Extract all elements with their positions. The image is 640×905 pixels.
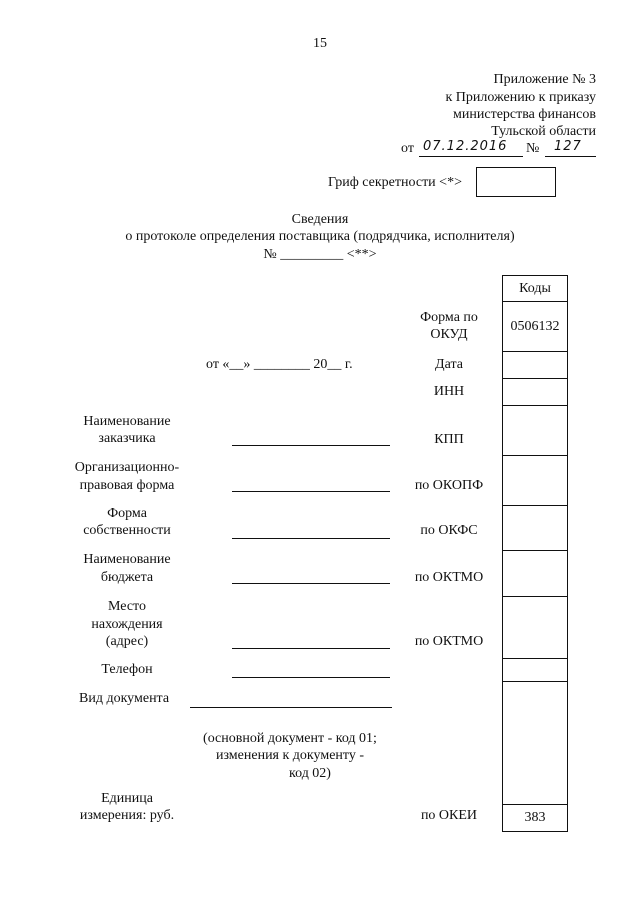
- doc-type-label: Вид документа: [79, 691, 170, 706]
- kpp-label: КПП: [434, 432, 464, 447]
- okei-code-cell: 383: [502, 805, 568, 832]
- customer-label-1: Наименование: [83, 414, 171, 429]
- okud-label-2: ОКУД: [430, 327, 468, 342]
- inn-label: ИНН: [433, 384, 465, 399]
- appendix-number-value: 127: [554, 139, 582, 154]
- doc-note-2: изменения к документу -: [215, 748, 365, 763]
- customer-label-2: заказчика: [98, 431, 156, 446]
- address-label-2: нахождения: [91, 617, 163, 632]
- okud-label-1: Форма по: [420, 310, 478, 325]
- oktmo-label-2: по ОКТМО: [414, 634, 484, 649]
- doc-type-line: [190, 707, 392, 708]
- appendix-date-value: 07.12.2016: [423, 139, 508, 154]
- appendix-line-1: Приложение № 3: [493, 72, 596, 87]
- okfs-code-cell: [502, 506, 568, 551]
- budget-label-1: Наименование: [83, 552, 171, 567]
- title-line-1: Сведения: [291, 212, 349, 227]
- appendix-number-prefix: №: [526, 141, 540, 156]
- codes-table: [502, 275, 568, 832]
- phone-label: Телефон: [101, 662, 153, 677]
- address-label-1: Место: [108, 599, 146, 614]
- title-line-2: о протоколе определения поставщика (подрядчика, исполнителя): [125, 229, 515, 244]
- title-number-line: № _________ <**>: [263, 247, 377, 262]
- legal-form-line: [232, 491, 390, 492]
- oktmo-label-1: по ОКТМО: [414, 570, 484, 585]
- kpp-code-cell: [502, 406, 568, 456]
- doc-note-1: (основной документ - код 01;: [203, 731, 377, 746]
- okfs-label: по ОКФС: [420, 523, 478, 538]
- phone-line: [232, 677, 390, 678]
- ownership-label-1: Форма: [107, 506, 147, 521]
- okud-code-cell: 0506132: [502, 302, 568, 352]
- date-label: Дата: [435, 357, 463, 372]
- customer-line: [232, 445, 390, 446]
- budget-label-2: бюджета: [100, 570, 154, 585]
- address-line: [232, 648, 390, 649]
- budget-line: [232, 583, 390, 584]
- oktmo-code-cell-2: [502, 597, 568, 659]
- appendix-line-3: министерства финансов: [453, 107, 596, 122]
- page-number: 15: [313, 36, 327, 51]
- legal-form-label-1: Организационно-: [74, 460, 180, 475]
- appendix-line-4: Тульской области: [491, 124, 596, 139]
- unit-label-1: Единица: [101, 791, 153, 806]
- legal-form-label-2: правовая форма: [79, 478, 175, 493]
- secrecy-box: [476, 167, 556, 197]
- doc-note-3: код 02): [289, 766, 331, 781]
- address-label-3: (адрес): [105, 634, 149, 649]
- appendix-date-underline: [419, 156, 523, 157]
- ownership-label-2: собственности: [83, 523, 171, 538]
- oktmo-code-cell-1: [502, 551, 568, 597]
- phone-code-cell: [502, 659, 568, 682]
- doc-type-code-cell: [502, 682, 568, 805]
- okopf-label: по ОКОПФ: [414, 478, 484, 493]
- unit-label-2: измерения: руб.: [79, 808, 175, 823]
- appendix-number-underline: [545, 156, 596, 157]
- appendix-line-2: к Приложению к приказу: [445, 90, 596, 105]
- date-code-cell: [502, 352, 568, 379]
- appendix-date-prefix: от: [401, 141, 414, 156]
- codes-header: Коды: [502, 275, 568, 302]
- secrecy-label: Гриф секретности <*>: [328, 175, 462, 190]
- okei-label: по ОКЕИ: [420, 808, 478, 823]
- okopf-code-cell: [502, 456, 568, 506]
- inn-code-cell: [502, 379, 568, 406]
- ownership-line: [232, 538, 390, 539]
- date-line: от «__» ________ 20__ г.: [206, 357, 353, 372]
